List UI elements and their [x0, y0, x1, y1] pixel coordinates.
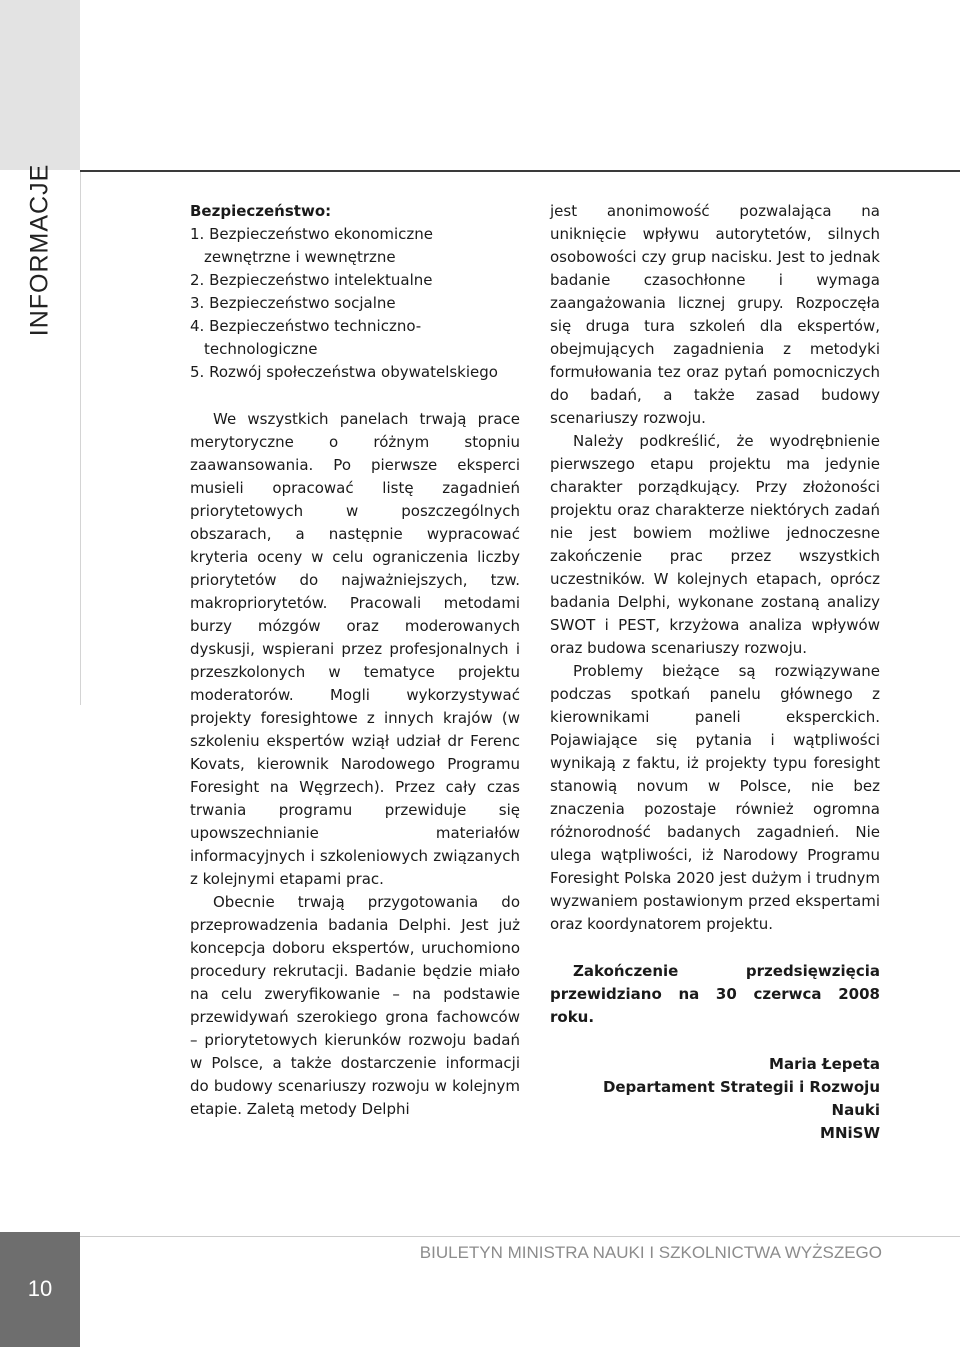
page-number: 10 — [27, 1276, 53, 1301]
author-ministry: MNiSW — [820, 1124, 880, 1142]
sidebar-header-block — [0, 0, 80, 170]
closing-statement: Zakończenie przedsięwzięcia przewidziano na 30 czerwca 2008 roku. — [550, 962, 880, 1026]
signature-block — [550, 1053, 880, 1145]
body-paragraph: We wszystkich panelach trwają prace merytoryczne o różnym stopniu zaawansowania. Po pierwsze eksperci musieli opracować listę zagadnień priorytetowych w poszczególnych obszarach, a następnie wypracować kryteria oceny w celu ograniczenia liczby priorytetów do najważniejszych, tzw. makropriorytetów. Pracowali metodami burzy mózgów oraz moderowanych dyskusji, wspierani przez profesjonalnych i przeszkolonych w tematyce projektu moderatorów. Mogli wykorzystywać projekty foresightowe z innych krajów (w szkoleniu ekspertów wziął udział dr Ferenc Kovats, kierownik Narodowego Programu Foresight na Węgrzech). Przez cały czas trwania programu przewiduje się upowszechnianie materiałów informacyjnych i szkoleniowych związanych z kolejnymi etapami prac. — [190, 410, 520, 888]
list-item: 1. Bezpieczeństwo ekonomiczne zewnętrzne i wewnętrzne — [190, 225, 434, 266]
body-paragraph: Obecnie trwają przygotowania do przeprowadzenia badania Delphi. Jest już koncepcja doboru ekspertów, uruchomiono procedury rekrutacji. Badanie będzie miało na celu zweryfikowanie – na podstawie przewidywań szerokiego grona fachowców – priorytetowych kierunków rozwoju badań w Polsce, a także dostarczenie informacji do budowy scenariuszy rozwoju w kolejnym etapie. Zaletą metody Delphi — [190, 893, 520, 1118]
right-column — [550, 200, 880, 1145]
list-item: 5. Rozwój społeczeństwa obywatelskiego — [190, 363, 498, 381]
list-item: 3. Bezpieczeństwo socjalne — [190, 294, 396, 312]
security-list — [190, 223, 520, 384]
list-item: 4. Bezpieczeństwo techniczno-technologiczne — [190, 317, 422, 358]
section-label: INFORMACJE — [25, 163, 54, 337]
journal-title: BIULETYN MINISTRA NAUKI I SZKOLNICTWA WYŻSZEGO — [419, 1243, 882, 1262]
list-item: 2. Bezpieczeństwo intelektualne — [190, 271, 433, 289]
body-paragraph: jest anonimowość pozwalająca na uniknięcie wpływu autorytetów, silnych osobowości czy grup nacisku. Jest to jednak badanie czasochłonne i wymaga zaangażowania licznej grupy. Rozpoczęła się druga tura szkoleń dla ekspertów, obejmujących zagadnienia z metodyki formułowania tez oraz pytań pomocniczych do badań, a także zasad budowy scenariuszy rozwoju. — [550, 202, 880, 427]
body-paragraph: Należy podkreślić, że wyodrębnienie pierwszego etapu projektu ma jedynie charakter porządkujący. Przy złożoności projektu oraz charakterze niektórych zadań nie jest bowiem możliwe jednoczesne zakończenie prac przez wszystkich uczestników. W kolejnych etapach, oprócz badania Delphi, wykonane zostaną analizy SWOT i PEST, krzyżowa analiza wpływów oraz budowa scenariuszy rozwoju. — [550, 432, 880, 657]
list-heading: Bezpieczeństwo: — [190, 202, 332, 220]
sidebar-divider — [80, 170, 81, 705]
header-rule — [80, 170, 960, 172]
body-paragraph: Problemy bieżące są rozwiązywane podczas spotkań panelu głównego z kierownikami paneli eksperckich. Pojawiające się pytania i wątpliwości wynikają z faktu, iż projekty typu foresight stanowią novum w Polsce, nie bez znaczenia pozostaje również ogromna różnorodność badanych zagadnień. Nie ulega wątpliwości, iż Narodowy Programu Foresight Polska 2020 jest dużym i trudnym wyzwaniem postawionym przed ekspertami oraz koordynatorem projektu. — [550, 662, 880, 933]
author-name: Maria Łepeta — [769, 1055, 880, 1073]
footer-rule — [80, 1236, 960, 1237]
left-column — [190, 200, 520, 1121]
author-department: Departament Strategii i Rozwoju Nauki — [602, 1078, 880, 1119]
